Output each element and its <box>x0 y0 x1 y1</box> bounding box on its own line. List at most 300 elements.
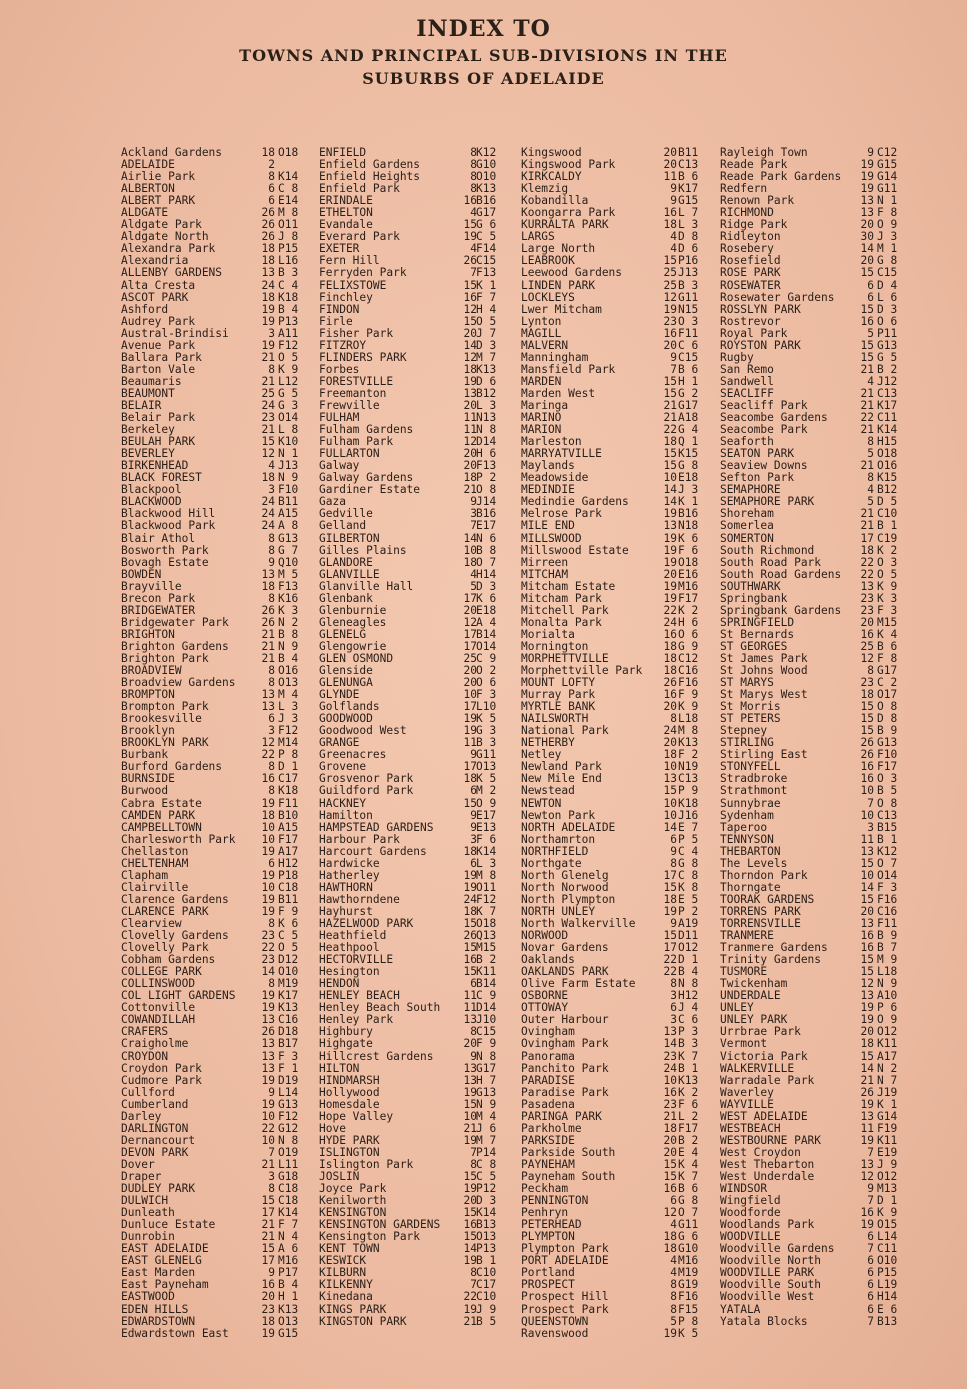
grid-reference: B14 <box>476 977 497 991</box>
map-number: 15 <box>663 386 677 400</box>
map-number: 20 <box>463 664 477 678</box>
suburb-name: LINDEN PARK <box>521 278 596 292</box>
map-number: 3 <box>470 832 477 846</box>
suburb-name: Harbour Park <box>319 832 400 846</box>
suburb-name: HAMPSTEAD GARDENS <box>319 820 434 834</box>
index-entry <box>319 340 509 352</box>
suburb-name: Marden West <box>521 386 596 400</box>
grid-reference: K 4 <box>877 627 898 641</box>
suburb-name: Charlesworth Park <box>121 832 236 846</box>
grid-reference: A15 <box>278 507 299 521</box>
map-number: 8 <box>670 1290 677 1304</box>
grid-reference: B 6 <box>678 170 699 184</box>
grid-reference: G 8 <box>678 856 699 870</box>
map-number: 10 <box>463 688 477 702</box>
map-number: 21 <box>463 483 477 497</box>
index-entry <box>121 292 307 304</box>
grid-reference: G17 <box>877 664 898 678</box>
map-number: 18 <box>463 772 477 786</box>
suburb-name: GRANGE <box>319 736 360 750</box>
map-number: 17 <box>463 760 477 774</box>
map-number: 12 <box>860 1169 874 1183</box>
grid-reference: K14 <box>278 1206 299 1220</box>
map-number: 11 <box>463 423 477 437</box>
grid-reference: O 6 <box>476 676 497 690</box>
map-number: 10 <box>463 543 477 557</box>
suburb-name: Waverley <box>720 1085 774 1099</box>
map-number: 12 <box>860 977 874 991</box>
map-number: 21 <box>261 423 275 437</box>
suburb-name: Burwood <box>121 784 169 798</box>
suburb-name: NEWTON <box>521 796 562 810</box>
grid-reference: H 1 <box>278 1290 299 1304</box>
index-entry <box>319 1087 509 1099</box>
map-number: 19 <box>463 374 477 388</box>
grid-reference: E 4 <box>678 1145 699 1159</box>
map-number: 21 <box>860 519 874 533</box>
grid-reference: F14 <box>476 242 497 256</box>
suburb-name: ETHELTON <box>319 206 373 220</box>
map-number: 19 <box>860 1013 874 1027</box>
grid-reference: L14 <box>278 1085 299 1099</box>
index-entry <box>521 1291 709 1303</box>
grid-reference: B 1 <box>476 1254 497 1268</box>
suburb-name: Rostrevor <box>720 314 781 328</box>
suburb-name: Dunrobin <box>121 1230 175 1244</box>
grid-reference: P 8 <box>278 748 299 762</box>
map-number: 15 <box>663 447 677 461</box>
suburb-name: Monalta Park <box>521 615 602 629</box>
map-number: 26 <box>463 254 477 268</box>
map-number: 13 <box>463 1073 477 1087</box>
map-number: 19 <box>663 1326 677 1340</box>
suburb-name: ROSE PARK <box>720 266 781 280</box>
map-number: 9 <box>867 1182 874 1196</box>
map-number: 20 <box>663 736 677 750</box>
suburb-name: Hatherley <box>319 868 380 882</box>
suburb-name: South Richmond <box>720 543 815 557</box>
grid-reference: O18 <box>476 917 497 930</box>
map-number: 13 <box>860 194 874 208</box>
map-number: 9 <box>470 820 477 834</box>
suburb-name: OSBORNE <box>521 989 569 1003</box>
grid-reference: L14 <box>877 1230 898 1244</box>
suburb-name: FITZROY <box>319 338 367 352</box>
grid-reference: F13 <box>476 459 497 473</box>
grid-reference: N 6 <box>476 531 497 545</box>
suburb-name: MEDINDIE <box>521 483 575 497</box>
grid-reference: F 9 <box>476 1037 497 1051</box>
suburb-name: Hayhurst <box>319 904 373 918</box>
map-number: 12 <box>261 447 275 461</box>
map-number: 20 <box>860 218 874 232</box>
map-number: 8 <box>268 664 275 678</box>
map-number: 8 <box>470 1266 477 1280</box>
grid-reference: B 6 <box>678 1182 699 1196</box>
map-number: 20 <box>663 338 677 352</box>
map-number: 26 <box>663 676 677 690</box>
suburb-name: Springbank Gardens <box>720 603 842 617</box>
map-number: 6 <box>867 1254 874 1268</box>
grid-reference: B 3 <box>678 278 699 292</box>
suburb-name: EXETER <box>319 242 360 256</box>
map-number: 4 <box>470 567 477 581</box>
grid-reference: N 2 <box>877 1061 898 1075</box>
map-number: 15 <box>663 880 677 894</box>
map-number: 11 <box>463 989 477 1003</box>
index-entry <box>521 340 709 352</box>
grid-reference: P16 <box>678 254 699 268</box>
map-number: 4 <box>670 230 677 244</box>
suburb-name: BLACKWOOD <box>121 495 182 509</box>
map-number: 26 <box>261 1025 275 1039</box>
map-number: 3 <box>268 483 275 497</box>
map-number: 19 <box>261 796 275 810</box>
suburb-name: Seacliff Park <box>720 398 808 412</box>
suburb-name: DULWICH <box>121 1194 169 1208</box>
suburb-name: Hawthorndene <box>319 892 400 906</box>
map-number: 18 <box>663 651 677 665</box>
map-number: 8 <box>268 531 275 545</box>
suburb-name: Ferryden Park <box>319 266 407 280</box>
suburb-name: ALDGATE <box>121 206 169 220</box>
grid-reference: B13 <box>877 1314 898 1328</box>
map-number: 26 <box>463 929 477 943</box>
map-number: 9 <box>268 1266 275 1280</box>
index-entry <box>319 1291 509 1303</box>
map-number: 19 <box>463 1182 477 1196</box>
map-number: 17 <box>463 639 477 653</box>
grid-reference: K14 <box>476 844 497 858</box>
index-entry <box>319 557 509 569</box>
grid-reference: G15 <box>278 1326 299 1340</box>
grid-reference: O 9 <box>877 1013 898 1027</box>
map-number: 15 <box>463 917 477 930</box>
grid-reference: C 8 <box>278 182 299 196</box>
grid-reference: A18 <box>678 411 699 425</box>
grid-reference: C 4 <box>678 844 699 858</box>
grid-reference: K 7 <box>678 1169 699 1183</box>
suburb-name: Evandale <box>319 218 373 232</box>
suburb-name: Goodwood West <box>319 724 407 738</box>
suburb-name: Ravenswood <box>521 1326 589 1340</box>
suburb-name: Airlie Park <box>121 170 196 184</box>
map-number: 21 <box>261 1157 275 1171</box>
grid-reference: B13 <box>476 1218 497 1232</box>
suburb-name: Clearview <box>121 917 182 930</box>
grid-reference: G 6 <box>476 218 497 232</box>
grid-reference: C 6 <box>678 338 699 352</box>
map-number: 4 <box>470 242 477 256</box>
map-number: 7 <box>470 1145 477 1159</box>
index-entry <box>521 267 709 279</box>
suburb-name: CROYDON <box>121 1049 169 1063</box>
grid-reference: A17 <box>278 844 299 858</box>
map-number: 16 <box>463 953 477 967</box>
grid-reference: M 8 <box>476 868 497 882</box>
grid-reference: N 1 <box>278 447 299 461</box>
grid-reference: L18 <box>877 965 898 979</box>
index-entry <box>720 304 906 316</box>
map-number: 24 <box>261 507 275 521</box>
grid-reference: K 1 <box>476 278 497 292</box>
suburb-name: UNLEY PARK <box>720 1013 788 1027</box>
suburb-name: ST GEORGES <box>720 639 788 653</box>
suburb-name: PARKSIDE <box>521 1133 575 1147</box>
grid-reference: C16 <box>678 664 699 678</box>
grid-reference: K12 <box>877 844 898 858</box>
map-number: 18 <box>463 362 477 376</box>
grid-reference: G 3 <box>278 398 299 412</box>
suburb-name: SEMAPHORE PARK <box>720 495 815 509</box>
grid-reference: O10 <box>476 170 497 184</box>
suburb-name: BROMPTON <box>121 688 175 702</box>
index-entry <box>121 1075 307 1087</box>
grid-reference: D 8 <box>877 712 898 726</box>
suburb-name: Blackpool <box>121 483 182 497</box>
index-entry <box>521 328 709 340</box>
index-entry <box>319 292 509 304</box>
index-entry <box>521 304 709 316</box>
index-title: INDEX TO <box>416 16 551 42</box>
grid-reference: M15 <box>476 941 497 955</box>
suburb-name: WOODVILLE <box>720 1230 781 1244</box>
grid-reference: F16 <box>678 676 699 690</box>
map-number: 6 <box>268 712 275 726</box>
suburb-name: EAST ADELAIDE <box>121 1242 209 1256</box>
grid-reference: M 1 <box>877 242 898 256</box>
map-number: 10 <box>860 808 874 822</box>
map-number: 6 <box>470 977 477 991</box>
map-number: 10 <box>860 784 874 798</box>
suburb-name: PENNINGTON <box>521 1194 589 1208</box>
suburb-name: ENFIELD <box>319 146 367 159</box>
index-entry <box>121 280 307 292</box>
map-number: 21 <box>860 507 874 521</box>
index-entry <box>521 834 709 846</box>
grid-reference: O13 <box>476 760 497 774</box>
suburb-name: Harcourt Gardens <box>319 844 427 858</box>
grid-reference: P 9 <box>678 784 699 798</box>
grid-reference: L 3 <box>476 856 497 870</box>
suburb-name: MARDEN <box>521 374 562 388</box>
suburb-name: North Norwood <box>521 880 609 894</box>
grid-reference: N 7 <box>877 1073 898 1087</box>
map-number: 12 <box>463 302 477 316</box>
grid-reference: C11 <box>877 1242 898 1256</box>
map-number: 15 <box>860 302 874 316</box>
index-entry <box>121 304 307 316</box>
suburb-name: North Glenelg <box>521 868 609 882</box>
map-number: 5 <box>470 579 477 593</box>
map-number: 4 <box>867 374 874 388</box>
suburb-name: Murray Park <box>521 688 596 702</box>
map-number: 15 <box>860 266 874 280</box>
map-number: 16 <box>860 627 874 641</box>
index-entry <box>521 569 709 581</box>
suburb-name: Mitcham Park <box>521 591 602 605</box>
grid-reference: L 3 <box>278 700 299 714</box>
map-number: 7 <box>470 519 477 533</box>
map-number: 18 <box>261 1314 275 1328</box>
suburb-name: Edwardstown East <box>121 1326 229 1340</box>
grid-reference: D 1 <box>678 953 699 967</box>
index-entry <box>720 785 906 797</box>
index-entry <box>121 520 307 532</box>
grid-reference: K 9 <box>278 362 299 376</box>
suburb-name: Fulham Gardens <box>319 423 414 437</box>
map-number: 19 <box>261 892 275 906</box>
grid-reference: O 6 <box>877 314 898 328</box>
grid-reference: N19 <box>678 760 699 774</box>
grid-reference: C 4 <box>278 278 299 292</box>
grid-reference: D11 <box>678 929 699 943</box>
suburb-name: Plympton Park <box>521 1242 609 1256</box>
grid-reference: O 8 <box>877 796 898 810</box>
suburb-name: KENT TOWN <box>319 1242 380 1256</box>
suburb-name: Kobandilla <box>521 194 589 208</box>
suburb-name: ST PETERS <box>720 712 781 726</box>
index-entry <box>319 1063 509 1075</box>
grid-reference: F 7 <box>476 290 497 304</box>
map-number: 16 <box>463 290 477 304</box>
suburb-name: Everard Park <box>319 230 400 244</box>
suburb-name: Enfield Heights <box>319 170 421 184</box>
map-number: 26 <box>860 748 874 762</box>
map-number: 15 <box>860 1049 874 1063</box>
grid-reference: C16 <box>278 1013 299 1027</box>
grid-reference: M 8 <box>678 724 699 738</box>
suburb-name: ALLENBY GARDENS <box>121 266 223 280</box>
map-number: 8 <box>268 543 275 557</box>
grid-reference: C15 <box>678 350 699 364</box>
suburb-name: ROSEWATER <box>720 278 781 292</box>
index-column-1 <box>121 147 307 1340</box>
index-entry <box>121 340 307 352</box>
suburb-name: Chellaston <box>121 844 189 858</box>
map-number: 20 <box>463 459 477 473</box>
index-entry <box>121 846 307 858</box>
index-entry <box>319 316 509 328</box>
suburb-name: Ovingham Park <box>521 1037 609 1051</box>
grid-reference: G17 <box>476 1061 497 1075</box>
suburb-name: Alexandra Park <box>121 242 216 256</box>
grid-reference: O 5 <box>476 314 497 328</box>
suburb-name: EAST GLENELG <box>121 1254 202 1268</box>
suburb-name: DUDLEY PARK <box>121 1182 196 1196</box>
suburb-name: KILBURN <box>319 1266 367 1280</box>
map-number: 20 <box>860 254 874 268</box>
map-number: 19 <box>860 1218 874 1232</box>
map-number: 6 <box>670 1001 677 1015</box>
map-number: 3 <box>867 820 874 834</box>
grid-reference: F10 <box>877 748 898 762</box>
suburb-name: GLEN OSMOND <box>319 651 394 665</box>
grid-reference: K18 <box>278 784 299 798</box>
suburb-name: Twickenham <box>720 977 788 991</box>
map-number: 15 <box>663 254 677 268</box>
suburb-name: Craigholme <box>121 1037 189 1051</box>
grid-reference: F 6 <box>678 543 699 557</box>
index-entry <box>121 1304 307 1316</box>
suburb-name: BELAIR <box>121 398 162 412</box>
index-entry <box>521 1304 709 1316</box>
suburb-name: LARGS <box>521 230 555 244</box>
grid-reference: J 3 <box>678 483 699 497</box>
index-entry <box>521 858 709 870</box>
map-number: 9 <box>470 1049 477 1063</box>
map-number: 8 <box>470 182 477 196</box>
grid-reference: P11 <box>877 326 898 340</box>
grid-reference: P 6 <box>877 1001 898 1015</box>
grid-reference: O16 <box>278 664 299 678</box>
suburb-name: GOODWOOD <box>319 712 373 726</box>
suburb-name: Dover <box>121 1157 155 1171</box>
grid-reference: G 8 <box>877 254 898 268</box>
map-number: 19 <box>261 868 275 882</box>
map-number: 6 <box>268 182 275 196</box>
map-number: 10 <box>261 1109 275 1123</box>
grid-reference: C10 <box>877 507 898 521</box>
grid-reference: N15 <box>678 302 699 316</box>
suburb-name: CAMDEN PARK <box>121 808 196 822</box>
map-number: 13 <box>463 1013 477 1027</box>
index-entry <box>319 520 509 532</box>
suburb-name: GLENELG <box>319 627 367 641</box>
grid-reference: P 2 <box>678 904 699 918</box>
map-number: 25 <box>261 386 275 400</box>
suburb-name: WOODVILLE PARK <box>720 1266 815 1280</box>
grid-reference: B 7 <box>877 941 898 955</box>
suburb-name: ADELAIDE <box>121 158 175 172</box>
grid-reference: M 7 <box>476 1133 497 1147</box>
map-number: 26 <box>860 736 874 750</box>
suburb-name: Brompton Park <box>121 700 209 714</box>
map-number: 17 <box>663 941 677 955</box>
grid-reference: C19 <box>877 531 898 545</box>
suburb-name: STONYFELL <box>720 760 781 774</box>
suburb-name: WINDSOR <box>720 1182 768 1196</box>
map-number: 8 <box>470 158 477 172</box>
suburb-name: PAYNEHAM <box>521 1157 575 1171</box>
grid-reference: F11 <box>877 917 898 930</box>
map-number: 7 <box>470 1278 477 1292</box>
suburb-name: BRIDGEWATER <box>121 603 196 617</box>
grid-reference: H 6 <box>678 615 699 629</box>
suburb-name: Blair Athol <box>121 531 196 545</box>
suburb-name: Enfield Gardens <box>319 158 421 172</box>
suburb-name: Forbes <box>319 362 360 376</box>
suburb-name: Reade Park <box>720 158 788 172</box>
grid-reference: F11 <box>278 796 299 810</box>
suburb-name: YATALA <box>720 1302 761 1316</box>
grid-reference: E17 <box>476 808 497 822</box>
suburb-name: MORPHETTVILLE <box>521 651 609 665</box>
suburb-name: THEBARTON <box>720 844 781 858</box>
grid-reference: B 3 <box>476 736 497 750</box>
map-number: 18 <box>663 435 677 449</box>
grid-reference: G15 <box>877 158 898 172</box>
grid-reference: K 2 <box>678 1085 699 1099</box>
grid-reference: F 3 <box>476 688 497 702</box>
suburb-name: Darley <box>121 1109 162 1123</box>
grid-reference: B 5 <box>476 1314 497 1328</box>
suburb-name: Large North <box>521 242 596 256</box>
suburb-name: Vermont <box>720 1037 768 1051</box>
index-entry <box>720 581 906 593</box>
grid-reference: O 8 <box>877 700 898 714</box>
grid-reference: J 3 <box>278 712 299 726</box>
